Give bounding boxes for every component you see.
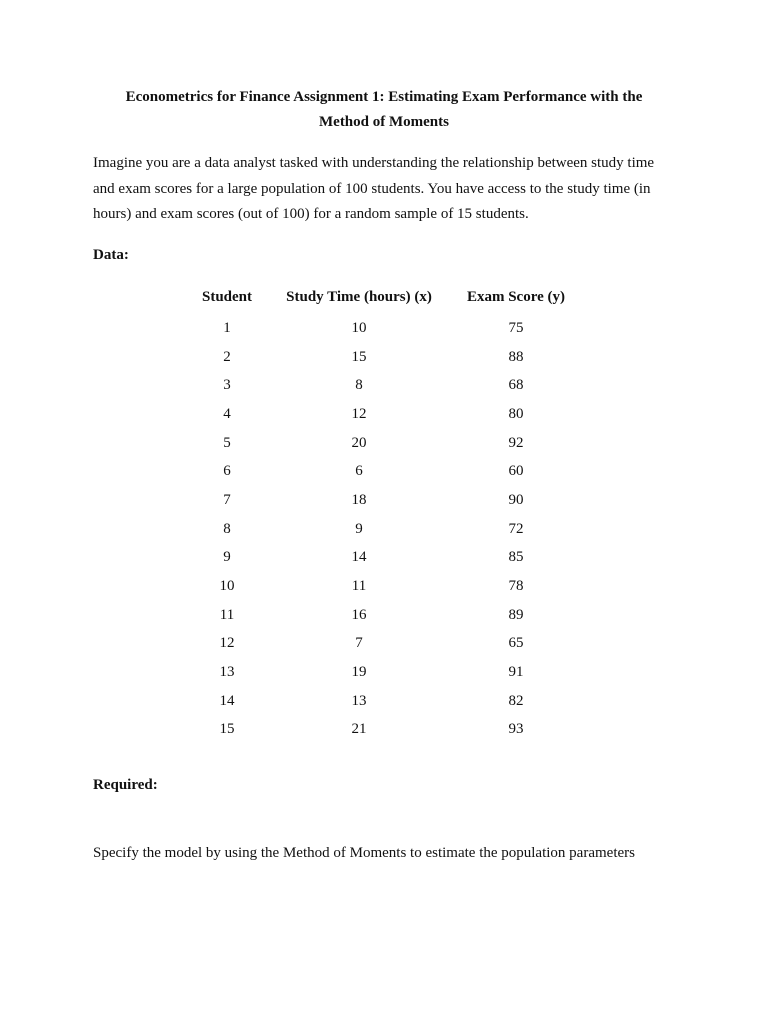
cell-study-time: 13 — [351, 692, 367, 709]
cell-exam-score: 92 — [508, 434, 524, 451]
data-heading: Data: — [93, 247, 129, 263]
cell-student: 8 — [223, 520, 231, 537]
table-row — [185, 716, 583, 745]
cell-study-time: 8 — [355, 377, 363, 394]
table-row — [185, 601, 583, 630]
cell-student: 9 — [223, 549, 231, 566]
cell-exam-score: 90 — [508, 491, 524, 508]
cell-student: 11 — [219, 606, 235, 623]
cell-exam-score: 68 — [508, 377, 524, 394]
cell-exam-score: 75 — [508, 319, 524, 336]
table-row — [185, 314, 583, 343]
table-header-row — [185, 289, 583, 314]
table-row — [185, 572, 583, 601]
cell-exam-score: 88 — [508, 348, 524, 365]
cell-student: 4 — [223, 405, 231, 422]
cell-study-time: 20 — [351, 434, 367, 451]
column-header-student: Student — [201, 289, 253, 305]
cell-student: 15 — [219, 721, 235, 738]
intro-line-1: Imagine you are a data analyst tasked with understanding the relationship between study time — [93, 155, 655, 171]
table-row — [185, 429, 583, 458]
title-line-1: Econometrics for Finance Assignment 1: Estimating Exam Performance with the — [125, 89, 643, 105]
title-line-2: Method of Moments — [319, 114, 449, 130]
cell-exam-score: 72 — [508, 520, 524, 537]
cell-student: 7 — [223, 491, 231, 508]
cell-study-time: 15 — [351, 348, 367, 365]
table-row — [185, 343, 583, 372]
cell-exam-score: 93 — [508, 721, 524, 738]
table-row — [185, 486, 583, 515]
cell-study-time: 21 — [351, 721, 367, 738]
cell-student: 5 — [223, 434, 231, 451]
cell-student: 14 — [219, 692, 235, 709]
cell-student: 6 — [223, 463, 231, 480]
cell-exam-score: 78 — [508, 578, 524, 595]
table-row — [185, 371, 583, 400]
cell-exam-score: 82 — [508, 692, 524, 709]
cell-study-time: 11 — [351, 578, 367, 595]
cell-study-time: 19 — [351, 664, 367, 681]
cell-student: 10 — [219, 578, 235, 595]
cell-study-time: 10 — [351, 319, 367, 336]
task-statement: Specify the model by using the Method of Moments to estimate the population parameters — [93, 845, 635, 861]
table-row — [185, 687, 583, 716]
table-row — [185, 515, 583, 544]
data-table — [185, 289, 583, 744]
cell-student: 12 — [219, 635, 235, 652]
cell-exam-score: 85 — [508, 549, 524, 566]
cell-exam-score: 60 — [508, 463, 524, 480]
intro-paragraph — [93, 151, 693, 228]
cell-study-time: 12 — [351, 405, 367, 422]
column-header-study-time: Study Time (hours) (x) — [286, 289, 432, 305]
cell-exam-score: 91 — [508, 664, 524, 681]
table-row — [185, 658, 583, 687]
cell-student: 3 — [223, 377, 231, 394]
table-row — [185, 544, 583, 573]
cell-study-time: 18 — [351, 491, 367, 508]
document-title — [93, 85, 675, 135]
cell-exam-score: 80 — [508, 405, 524, 422]
cell-study-time: 14 — [351, 549, 367, 566]
column-header-exam-score: Exam Score (y) — [466, 289, 566, 305]
table-row — [185, 457, 583, 486]
cell-student: 2 — [223, 348, 231, 365]
cell-study-time: 7 — [355, 635, 363, 652]
cell-exam-score: 65 — [508, 635, 524, 652]
cell-student: 13 — [219, 664, 235, 681]
cell-study-time: 9 — [355, 520, 363, 537]
cell-study-time: 6 — [355, 463, 363, 480]
intro-line-2: and exam scores for a large population of 100 students. You have access to the study time (in — [93, 180, 651, 197]
required-heading: Required: — [93, 777, 158, 793]
intro-line-3: hours) and exam scores (out of 100) for a random sample of 15 students. — [93, 206, 529, 222]
cell-study-time: 16 — [351, 606, 367, 623]
cell-student: 1 — [223, 319, 231, 336]
table-row — [185, 630, 583, 659]
table-row — [185, 400, 583, 429]
cell-exam-score: 89 — [508, 606, 524, 623]
